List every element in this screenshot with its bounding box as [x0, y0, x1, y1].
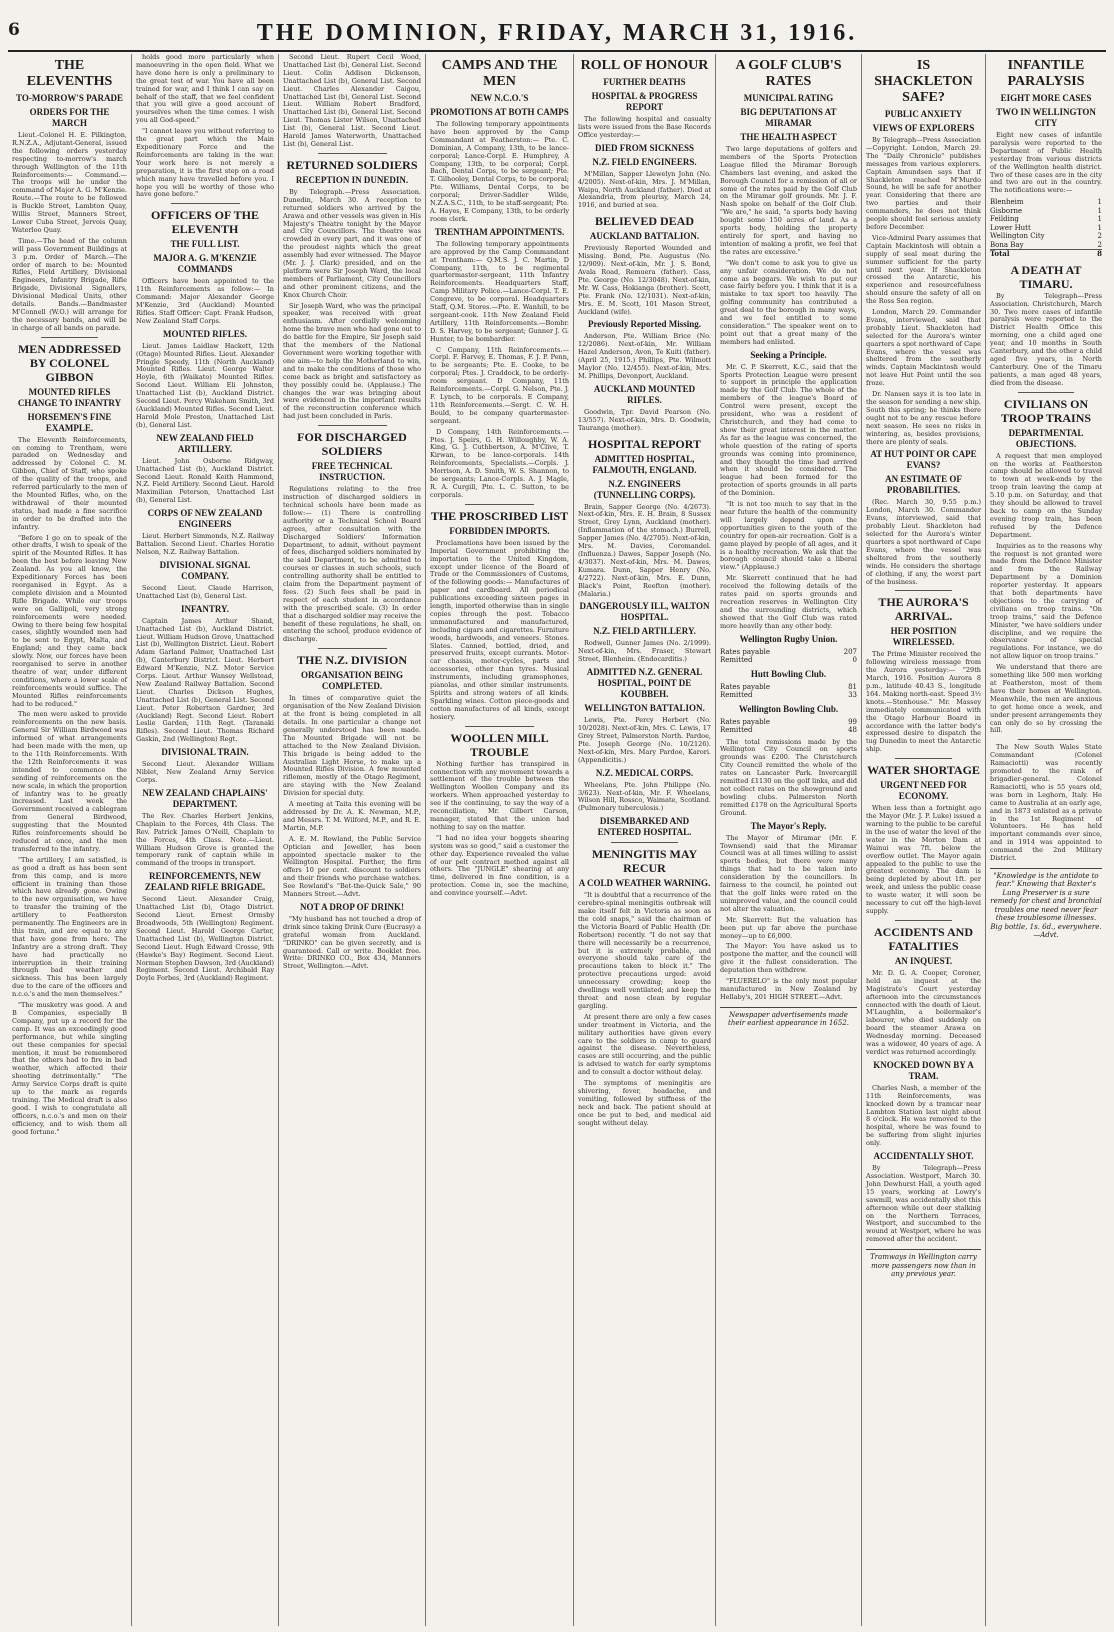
subheading: N.Z. ENGINEERS (TUNNELLING CORPS). [593, 478, 696, 500]
table-row [720, 718, 857, 727]
page-number: 6 [8, 20, 20, 40]
table-row [720, 691, 857, 700]
subheading: FORBIDDEN IMPORTS. [449, 525, 550, 536]
subheading: AT HUT POINT OR CAPE EVANS? [870, 449, 977, 471]
table-cell: 1 [1097, 223, 1102, 232]
newspaper-title: THE DOMINION, FRIDAY, MARCH 31, 1916. [256, 20, 858, 46]
column-1 [8, 54, 132, 1626]
table-cell: 1 [1097, 198, 1102, 207]
subheading: KNOCKED DOWN BY A TRAM. [873, 1059, 974, 1081]
column-7 [862, 54, 986, 1626]
subheading: PROMOTIONS AT BOTH CAMPS [430, 107, 569, 117]
article-paragraph: "FLUERELO" is the only most popular manufactured in New Zealand by Hellaby's, 201 HIGH STREET.—Advt. [720, 977, 857, 1001]
cases-table [990, 198, 1102, 259]
subheading: MOUNTED RIFLES. [162, 328, 247, 339]
subheading: FREE TECHNICAL INSTRUCTION. [311, 461, 393, 483]
article-paragraph: Time.—The head of the column will pass Government Buildings at 3 p.m. Order of March.—The order of march to be: Mounted Rifles, Field Artillery, Divisional Engineers, Infantry Brigade, Rifle Brigade, Divisional Signallers, Divisional Medical Units, other details. Bands.—Bandmaster M'Connell (W.O.) will arrange for the necessary bands, and will be in charge of all bands on parade. [12, 236, 127, 332]
article-paragraph: Inquiries as to the reasons why the request is not granted were made from the Defence Minister and from the Railway Department by a Dominion reporter yesterday. It appears that both departments have objections to the carrying of civilians on troop trains. "On troop trains," said the Defence Minister, "we have soldiers under discipline, and we require the observance of special regulations. For instance, we do not allow liquor on troop trains." [990, 541, 1102, 661]
table-cell: Total [990, 250, 1093, 259]
subheading: FURTHER DEATHS [603, 77, 686, 87]
article-paragraph: Second Lieut. Alexander Craig, Unattached List (b), Otago District. Second Lieut. Ernest Ormsby Broadwoods, 5th (Wellington) Regiment. Second Lieut. Harold George Carter, Unattached List (b), Wellington District. Second Lieut. Hugh Edward Crosse, 9th (Hawke's Bay) Regiment. Second Lieut. Norman Stephen Dawson, 3rd (Auckland) Regiment. Second Lieut. Archibald Ray Doyle Forbes, 3rd (Auckland) Regiment. [136, 895, 274, 983]
article-paragraph: The Prime Minister received the following wireless message from the Aurora yesterday:— "29th March, 1916. Position Aurora 8 p.m., latitude 40.43 S., longitude 164. Making north-east. Speed 3½ knots.—Stenhouse." Mr. Massey immediately communicated with the Otago Harbour Board in accordance with the latter body's expressed desire to dispatch the tug Dunedin to meet the Antarctic ship. [866, 650, 981, 754]
advertisement: "Knowledge is the antidote to fear." Knowing that Baxter's Lung Preserver is a sure remedy for chest and bronchial troubles one need never fear these troublesome illnesses. Big bottle, 1s. 6d., everywhere.—Advt. [990, 868, 1102, 940]
article-paragraph: "The artillery, I am satisfied, is as good a draft as has been sent from this camp, and is more efficient in training than those which have already gone. Owing to the new organisation, we have to transfer the training of the artillery to Featherston permanently. The Engineers are in this train, and are equal to any that have gone from here. The Infantry are a strong draft. They have had practically no interruption in their training through bad weather and sickness. This has been largely due to the care of the officers and n.c.o.'s and the men themselves." [12, 855, 127, 999]
article-paragraph: A request that men employed on the works at Featherston camp should be allowed to travel to town at week-ends by the troop train leaving the camp at 5.10 p.m. on Saturday, and that they should be allowed to travel back to camp on the Sunday evening troop train, has been refused by the Defence Department. [990, 451, 1102, 539]
article-paragraph: Mr. D. G. A. Cooper, Coroner, held an inquest at the Magistrate's Court yesterday afternoon into the circumstances connected with the death of Lieut. M'Laughlin, a boilermaker's labourer, who died suddenly on board the steamer Arawa on Wednesday morning. Deceased was a widower, 40 years of age. A verdict was returned accordingly. [866, 968, 981, 1056]
divider [318, 425, 387, 426]
article-paragraph: Mr. Skerrett continued that he had received the following details of the rates paid on sports grounds and recreation reserves in Wellington City and the surrounding districts, which showed that the Golf Club was rated more heavily than any other body. [720, 574, 857, 630]
subheading: EIGHT MORE CASES [1000, 93, 1092, 103]
subheading: NOT A DROP OF DRINK! [299, 901, 404, 912]
table-cell: 0 [852, 656, 857, 665]
headline: WATER SHORTAGE [867, 763, 980, 778]
article-paragraph: "I cannot leave you without referring to the great part which the Main Expeditionary Force and the Reinforcements are taking in the war. Your work here is not merely a preparation, it is the first step on a road which many have travelled before you. I hope you will be worthy of those who have gone before." [136, 127, 274, 199]
subheading: AN ESTIMATE OF PROBABILITIES. [885, 474, 962, 496]
subheading: URGENT NEED FOR ECONOMY. [880, 780, 967, 802]
article-paragraph: Captain James Arthur Shand, Unattached List (b), Auckland District. Lieut. William Hudson Grove, Unattached List (b), Wellington District. Lieut. Robert Adam Garland Palmer, Unattached List (b), Canterbury District. Lieut. Herbert Edward M'Kenzie, N.Z. Motor Service Corps. Lieut. Arthur Wansey Wellstead, New Zealand Railway Battalion. Second Lieut. Charles Dickson Hughes, Unattached List (b), General List. Second Lieut. Peter Robertson Gardner, 3rd (Auckland) Regt. Second Lieut. Robert Leslie Garden, 11th Regt. (Taranaki Rifles). Second Lieut. Thomas Richard Gaskin, 2nd (Wellington) Regt. [136, 616, 275, 744]
article-paragraph: The Mayor: You have asked us to postpone the matter, and the council will give it the fullest consideration. The deputation then withdrew. [720, 942, 857, 975]
article-paragraph: London, March 29. Commander Evans, interviewed, said that probably Lieut. Shackleton had selected for the Aurora's winter quarters a spot northward of Cape Evans, where the vessel was sheltered from the southerly winds. Captain Mackintosh would not leave Hut Point until the sea froze. [866, 308, 981, 388]
article-paragraph: We understand that there are something like 500 men working at Featherston, most of them have their homes at Wellington. Meanwhile, the men are anxious to get home once a week, and under present arrangements they can only do so by crossing the hill. [990, 663, 1102, 735]
article-paragraph: Mr. Skerrett: But the valuation has been put up far above the purchase money—up to £6,000. [720, 915, 857, 940]
table-cell: 33 [848, 691, 857, 700]
article-paragraph: Brain, Sapper George (No. 4/2673). Next-of-kin, Mrs. E. H. Brain, 8 Sussex Street, Grey Lynn, Auckland (mother). (Inflammation of the stomach.) Burrell, Sapper James (No. 4/2705). Next-of-kin, Mrs. M. Davies, Coromandel. (Influenza.) Dawes, Sapper Joseph (No. 4/3037). Next-of-kin, Mrs. M. Dawes, Kumara. Dunn, Sapper Henry (No. 4/2722). Next-of-kin, Mrs. E. Dunn, Black's Point, Reefton (mother). (Malaria.) [578, 502, 711, 598]
article-paragraph: By Telegraph—Press Association—Copyright. London, March 29. The "Daily Chronicle" publishes messages from various explorers. Captain Amundsen says that if Shackleton reached M'Murdo Sound, he will be safe for another year. Considering that there are two parties and their commanders, he does not think people should feel serious anxiety before December. [866, 136, 981, 231]
table-cell: Rates payable [720, 682, 771, 691]
table-cell: Blenheim [990, 198, 1024, 207]
article-paragraph: "My husband has not touched a drop of drink since taking Drink Cure (Eucrasy) a grateful woman from Auckland. "DRINKO" can be given secretly, and is guaranteed. Call or write. Booklet free. Write: DRINKO CO., Box 434, Manners Street, Wellington.—Advt. [283, 914, 421, 971]
article-paragraph: Sir Joseph Ward, who was the principal speaker, was received with great enthusiasm. After cordially welcoming home the brave men who had gone out to do battle for the Empire, Sir Joseph said that the members of the National Government were working together with one aim—to help the Motherland to win, and to make the conditions of those who come back as bright and satisfactory as they possibly could be. (Applause.) The changes the war was bringing about were evidenced in the important results of the reconstruction conference which had just been concluded in Paris. [283, 301, 421, 421]
article-paragraph: At present there are only a few cases under treatment in Victoria, and the military authorities have given every care to the soldiers in camp to guard against the disease. Nevertheless, cases are still occurring, and the public is advised to watch for early symptoms and to consult a doctor without delay. [578, 1012, 711, 1077]
divider [465, 504, 535, 505]
article-paragraph: Mr. C. P. Skerrett, K.C., said that the Sports Protection League were present to support in principle the application made by the Golf Club. The whole of the members of the league's Board of Control were present, except the president, who was a resident of Christchurch, and they had come to show their great interest in the matter. As far as the league was concerned, the whole question of the rating of sports grounds was coming into prominence, and they thought the time had arrived when it should be considered. The league had been formed for the protection of sports grounds in all parts of the Dominion. [720, 362, 857, 498]
article-paragraph: The Rev. Charles Herbert Jenkins, Chaplain to the Forces, 4th Class. The Rev. Patrick James O'Neill, Chaplain to the Forces, 4th Class. Note.—Lieut. William Hudson Grove is granted the temporary rank of captain while in command of the troops in transport. [136, 811, 274, 868]
table-row [990, 224, 1102, 233]
article-paragraph: Lieut.-Colonel H. E. Pilkington, R.N.Z.A., Adjutant-General, issued the following orders yesterday respecting to-morrow's march through Wellington of the 11th Reinforcements:— Command.—The troops will be under the command of Major A. G. M'Kenzie. Route.—The route to be followed is Buckle Street, Lambton Quay, Willis Street, Manners Street, Lower Cuba Street, Jervois Quay, Waterloo Quay. [12, 131, 127, 234]
subheading: NEW ZEALAND CHAPLAINS' DEPARTMENT. [142, 787, 268, 809]
subheading: MUNICIPAL RATING [743, 93, 834, 103]
subheading: WELLINGTON BATTALION. [584, 703, 705, 714]
headline: THE N.Z. DIVISION [296, 653, 408, 668]
article-paragraph: D Company, 14th Reinforcements.—Ptes. J. Speirs, G. H. Willoughby, W. A. King, G. J. Cuthbertson, A. M'Clive, T. Kirwan, to be lance-corporals. 14th Reinforcements, Specialists.—Corpls. J. Morrison, A. D. Smith, W. S. Shannon, to be sergeants; Lance-Corpls. A. J. Magle, R. A. Curgill, Pte. L. C. Sutton, to be corporals. [430, 427, 569, 499]
table-cell: Remitted [720, 726, 753, 735]
divider [41, 337, 99, 338]
divider [1018, 392, 1074, 393]
subheading: HOSPITAL & PROGRESS REPORT [591, 91, 698, 112]
article-paragraph: Wheelans, Pte. John Philippe (No. 3/623). Next-of-kin, Mr. F. Wheelans, Wilson Hill, Rossco, Waimate, Scotland. (Pulmonary tuberculosis.) [578, 780, 711, 813]
article-paragraph: holds good more particularly when manoeuvring in the open field. What we have done here is only a preliminary to the great test of war. You have all been trained for war, and I think I can say on behalf of the staff, that we feel confident that you will give a good account of yourselves when the time comes. I wish you all God-speed." [136, 54, 274, 125]
table-cell: 99 [848, 717, 857, 726]
subheading: REINFORCEMENTS, NEW ZEALAND RIFLE BRIGADE. [144, 871, 266, 893]
article-paragraph: (Rec. March 30, 9.55 p.m.) London, March 30. Commander Evans, interviewed, said that probably Lieut. Shackleton had selected for the Aurora's winter quarters a spot northward of Cape Evans, where the vessel was sheltered from the southerly winds. He considers the shortage of clothing, if any, the worst part of the business. [866, 498, 981, 586]
table-row [720, 683, 857, 692]
headline: IS SHACKLETON SAFE? [874, 58, 973, 105]
table-row [990, 198, 1102, 207]
divider [895, 590, 953, 591]
article-paragraph: By Telegraph—Press Association. Christchurch, March 30. Two more cases of infantile paralysis were reported to the District Health Office this morning, one a child aged one year, and 10 months in South Canterbury, and the other a child aged five years, in North Canterbury. One of the Timaru patients, a man aged 48 years, died from the disease. [990, 291, 1102, 387]
article-paragraph: The following temporary appointments are approved by the Camp Commandant at Trentham:— Q.M.S. J. C. Martin, D Company, 11th, to be regimental quartermaster-sergeant, 11th Infantry Reinforcements. Headquarters Staff, Camp Military Police.—Lance-Corpl. T. E. Congreve, to be corporal. Headquarters Staff, Q.M. Stores.—Pte. E. Wanhill, to be sergeant-cook. 11th New Zealand Field Artillery, 11th Reinforcements.—Bombr. D. S. Harvey, to be sergeant; Gunner J. G. Hunter, to be bombardier. [430, 239, 569, 343]
table-cell: 2 [1097, 232, 1102, 241]
subheading: Hutt Bowling Club. [750, 668, 827, 679]
article-paragraph: A. E. M. Rowland, the Public Service Optician and Jeweller, has been appointed spectacle maker to the Wellington Hospital. Further, the firm offers 10 per cent. discount to soldiers and their friends who purchase watches. See Rowland's "Bet-the-Quick Sale," 90 Manners Street.—Advt. [283, 834, 421, 899]
subheading: ORDERS FOR THE MARCH [29, 107, 110, 128]
article-paragraph: "It is not too much to say that in the near future the health of the community will largely depend upon the opportunities given to the youth of the country for open-air recreation. Golf is a game played by people of all ages, and it is a healthy recreation. We ask that the borough council should take a liberal view." (Applause.) [720, 500, 857, 572]
article-paragraph: Eight new cases of infantile paralysis were reported to the Department of Public Health yesterday from various districts of the Wellington health district. Two of these cases are in the city and two are out in the country. The notifications were:— [990, 131, 1102, 195]
headline: ACCIDENTS AND FATALITIES [873, 924, 974, 953]
subheading: DISEMBARKED AND ENTERED HOSPITAL. [597, 816, 692, 838]
table-cell: 207 [843, 647, 857, 656]
article-paragraph: Anderson, Pte. William Brice (No. 12/2086). Next-of-kin, Mr. William Hazel Anderson, Avon, Te Kuiti (father). (April 25, 1915.) Phillips, Pte. Wilmott Maylor (No. 12/455). Next-of-kin, Mrs. M. Phillips, Devonport, Auckland. [578, 332, 711, 380]
article-paragraph: Second Lieut. Alexander William Niblet, New Zealand Army Service Corps. [136, 760, 274, 784]
table-cell: 2 [1097, 240, 1102, 249]
subheading: NEW ZEALAND FIELD ARTILLERY. [156, 432, 254, 454]
filler-note: Tramways in Wellington carry more passengers now than in any previous year. [866, 1249, 981, 1279]
subheading: AN INQUEST. [894, 955, 953, 966]
subheading: Wellington Rugby Union. [739, 633, 838, 644]
column-4 [426, 54, 574, 1626]
column-3 [279, 54, 426, 1626]
article-paragraph: Second Lieut. Claude Harrison, Unattached List (b), General List. [136, 583, 274, 600]
article-paragraph: The total remissions made by the Wellington City Council on sports grounds was £200. The Christchurch City Council remitted the whole of the rates on Lancaster Park. Invercargill remitted £1130 on the golf links, and did not collect rates on the showground and bowling clubs. Palmerston North remitted £178 on the Agricultural Sports Ground. [720, 737, 857, 817]
article-paragraph: The Mayor of Miramar (Mr. F. Townsend) said that the Miramar Council was at all times willing to assist sports bodies, but there were many things that had to be taken into consideration by the councillors. In fairness to the council, he pointed out that the golf links were rated on the unimproved value, and the council could not alter the valuation. [720, 833, 857, 913]
table-cell: 1 [1097, 215, 1102, 224]
table-cell: 8 [1093, 250, 1102, 259]
article-paragraph: Charles Nash, a member of the 11th Reinforcements, was knocked down by a tramcar near Lambton Station last night about 8 o'clock. He was removed to the hospital, where he was found to be suffering from slight injuries only. [866, 1083, 981, 1148]
article-paragraph: Goodwin, Tpr. David Pearson (No. 13/557). Next-of-kin, Mrs. D. Goodwin, Tauranga (mother). [578, 407, 711, 432]
subheading: DIED FROM SICKNESS [594, 142, 695, 153]
article-paragraph: Lewis, Pte. Percy Herbert (No. 10/2028). Next-of-kin, Mrs. C. Lewis, 17 Grey Street, Palmerston North. Pardoe, Pte. Joseph George (No. 10/2126). Next-of-kin, Mrs. Mary Pardoe, Karori. (Appendicitis.) [578, 716, 711, 764]
subheading: CORPS OF NEW ZEALAND ENGINEERS [147, 508, 263, 530]
article-paragraph: "It is doubtful that a recurrence of the cerebro-spinal meningitis outbreak will make itself felt in Victoria as soon as the cold snaps," said the chairman of the Victoria Board of Public Health (Dr. Robertson) recently. "I do not say that there will necessarily be a recurrence, but it is extremely probable, and everyone should take care of the precautions taken to block it." The protective precautions urged: avoid unnecessary crowding; keep the dwellings well ventilated; and keep the throat and nose clean by regular gargling. [578, 891, 711, 1010]
table-row [720, 726, 857, 735]
article-paragraph: "Before I go on to speak of the other drafts, I wish to speak of the spirit of the Mounted Rifles. It has been the best before leaving New Zealand. As you all know, the Expeditionary Forces has been reorganised in Egypt. As a complete division and a Mounted Rifle Brigade. While our troops were on Gallipoli, very strong reinforcements were needed. Owing to there being few hospital cases, slightly wounded men had to be sent to Egypt, Malta, and England; and they came back slowly. Now, our forces have been reorganised to serve in another theatre of war, under different conditions, where a lower scale of reinforcements would suffice. The Mounted Rifles reinforcements had to be reduced." [12, 533, 127, 708]
table-row [990, 207, 1102, 216]
subheading: The Mayor's Reply. [750, 820, 827, 831]
article-paragraph: Dr. Nansen says it is too late in the season for sending a new ship. South this spring; he thinks there ought not to be any rescue before next season. He sees no risks in wintering, as, besides provisions, there are plenty of seals. [866, 390, 981, 446]
headline: MENINGITIS MAY RECUR [591, 847, 698, 876]
divider [895, 758, 953, 759]
table-cell: Rates payable [720, 647, 771, 656]
divider [1018, 739, 1074, 740]
headline: CIVILIANS ON TROOP TRAINS [1000, 396, 1092, 425]
divider [318, 648, 387, 649]
rates-table [720, 718, 857, 735]
article-paragraph: M'Millan, Sapper Llewelyn John (No. 4/2005). Next-of-kin, Mrs. J. M'Millan, Waipu, North Auckland (father). Died at Alexandria, from pleurisy, March 24, 1916, and buried at sea. [578, 169, 711, 210]
article-paragraph: Lieut. James Laidlaw Hackett, 12th (Otago) Mounted Rifles. Lieut. Alexander Pringle Speedy, 11th (North Auckland) Mounted Rifles. Lieut. George Walter Hoyle, 6th (Waikato) Mounted Rifles. Second Lieut. William Eli Johnston, Unattached List (b), Auckland District. Second Lieut. Percy Wakeham Smith, 3rd (Auckland) Mounted Rifles. Second Lieut. Harold Mole Preston, Unattached List (b), General List. [136, 341, 274, 429]
table-cell: Wellington City [990, 232, 1045, 241]
article-paragraph: "We don't come to ask you to give us any unfair consideration. We do not come as beggars. We wish to put our case fairly before you. I think that it is a mistake to tax sport too heavily. The golfing community has contributed a great deal to the borough in many ways, and we feel entitled to some consideration." The speaker went on to point out that a great many of the members had enlisted. [720, 258, 857, 346]
article-paragraph: Previously Reported Wounded and Missing. Bond, Pte. Augustus (No. 12/909). Next-of-kin, Mr. J. S. Bond, Avala Road, Remuera (father). Cass, Pte. George (No. 12/3048). Next-of-kin, Mr. W. Cass, Hokianga (brother). Scott, Pte. Frank (No. 12/1031). Next-of-kin, Mrs. E. M. Scott, 101 Mason Street, Auckland (wife). [578, 244, 711, 316]
subheading: N.Z. FIELD ENGINEERS. [592, 156, 697, 167]
article-paragraph: Lieut. John Osborne Ridgway, Unattached List (b), Auckland District. Second Lieut. Ronald Keith Hammond, N.Z. Field Artillery. Second Lieut. Harold Maximilian Peterson, Unattached List (b), General List. [136, 456, 274, 505]
headline: FOR DISCHARGED SOLDIERS [297, 430, 407, 459]
subheading: AUCKLAND BATTALION. [589, 231, 700, 242]
table-cell: 48 [848, 726, 857, 735]
headline: A GOLF CLUB'S RATES [735, 58, 842, 89]
article-paragraph: "The musketry was good. A and B Companies, especially B Company, put up a record for the camp. It was an exceedingly good performance, but while singling out these companies for special mention, it must be remembered that the others had to fire in bad weather, which affected their shooting detrimentally." "The Army Service Corps draft is quite up to the mark as regards training. The Medical draft is also good. I wish to congratulate all officers, n.c.o.'s and men on their efficiency, and to wish them all good fortune." [12, 1001, 127, 1136]
rates-table [720, 648, 857, 665]
article-paragraph: By Telegraph.—Press Association. Dunedin, March 30. A reception to returned soldiers who arrived by the Arawa and other vessels was given in His Majesty's Theatre tonight by the Mayor and City Councillors. The theatre was crowded in every part, and it was one of the proudest nights which the great assembly had ever witnessed. The Mayor (Mr. J. J. Clark) presided, and on the platform were Sir Joseph Ward, the local members of Parliament, City Councillors and other prominent citizens, and the Knox Church Choir. [283, 187, 421, 299]
article-paragraph: The men were asked to provide reinforcements on the new basis. General Sir William Birdwood was informed of what arrangements had been made with the men, up to the 11th Reinforcements. With the 12th Reinforcements it was intended to commence the sending of reinforcements on the new scale, in which the proportion of infantry was to be greatly increased. Last week the Government received a cablegram from General Birdwood, suggesting that the Mounted Rifles reinforcements should be reduced at once, and the men transferred to the infantry. [12, 710, 127, 853]
article-paragraph: Second Lieut. Rupert Cecil Wood, Unattached List (b), General List. Second Lieut. Colin Addison Dickenson, Unattached List (b), General List. Second Lieut. Charles Alexander Caigou, Unattached List (b), General List. Second Lieut. William Robert Bradford, Unattached List (b), General List. Second Lieut. Thomas Lister Wilson, Unattached List (b), General List. Second Lieut. Harold James Waterworth, Unattached List (b), General List. [283, 54, 421, 148]
subheading: NEW N.C.O.'S [470, 93, 529, 103]
headline: CAMPS AND THE MEN [441, 58, 558, 89]
headline: INFANTILE PARALYSIS [1007, 58, 1085, 89]
subheading: VIEWS OF EXPLORERS [872, 123, 975, 133]
article-paragraph: Officers have been appointed to the 11th Reinforcements as follow:— In Command: Major Alexander George M'Kenzie, 3rd (Auckland) Mounted Rifles. Staff Officer: Capt. Frank Hudson, New Zealand Staff Corps. [136, 277, 274, 325]
subheading: RECEPTION IN DUNEDIN. [295, 174, 409, 185]
headline: THE PROSCRIBED LIST [430, 508, 569, 523]
subheading: ORGANISATION BEING COMPLETED. [300, 670, 404, 692]
divider [611, 842, 678, 843]
rates-table [720, 683, 857, 700]
subheading: INFANTRY. [181, 603, 229, 614]
article-paragraph: C Company, 11th Reinforcements.—Corpl. F. Harvey, E. Thomas, F. J. P. Penn, to be sergeants; Pte. E. Cooke, to be corporal; Ptes. J. Craddock, to be orderly-room sergeant. D Company, 11th Reinforcements.—Corpl. G. Nelson, Pte. J. F. Lynch, to be corporals. E Company, 11th Reinforcements.—Sergt. C. W. H. Bould, to be company quartermaster-sergeant. [430, 345, 569, 425]
column-5 [574, 54, 716, 1626]
divider [171, 203, 240, 204]
subheading: ACCIDENTALLY SHOT. [873, 1151, 974, 1162]
article-paragraph: "I had no idea your hoggets shearing system was so good," said a customer the other day. Experience revealed the value of our pelt contract method against all others. The "JUNGLE" shearing at any time, delivered in fine condition, is a protection. Come in, see the machine, and convince yourself.—Advt. [430, 833, 569, 898]
table-cell: 1 [1097, 206, 1102, 215]
subheading: HORSEMEN'S FINE EXAMPLE. [27, 411, 112, 433]
subheading: DIVISIONAL SIGNAL COMPANY. [159, 559, 251, 581]
table-cell: Remitted [720, 691, 753, 700]
subheading: TRENTHAM APPOINTMENTS. [434, 226, 565, 237]
article-paragraph: In times of comparative quiet the organisation of the New Zealand Division at the front is being completed in all details. In one particular a change not generally understood has been made. The Mounted Brigade will not be attached to the New Zealand Division. This brigade is being added to the Australian Light Horse, to make up a Mounted Rifles Division. A few mounted riflemen, mostly of the Otago Regiment, are staying with the New Zealand Division for special duty. [283, 694, 421, 798]
subheading: ADMITTED HOSPITAL, FALMOUTH, ENGLAND. [592, 453, 697, 475]
table-total-row [990, 250, 1102, 259]
headline: HOSPITAL REPORT [587, 436, 702, 451]
subheading: Wellington Bowling Club. [738, 703, 839, 714]
subheading: TO-MORROW'S PARADE [16, 93, 123, 103]
column-6 [716, 54, 862, 1626]
table-cell: Feilding [990, 215, 1019, 224]
subheading: MAJOR A. G. M'KENZIE COMMANDS [153, 253, 257, 275]
table-cell: Bona Bay [990, 240, 1024, 249]
subheading: Seeking a Principle. [750, 349, 827, 360]
columns [8, 54, 1106, 1626]
table-cell: Rates payable [720, 717, 771, 726]
headline: A DEATH AT TIMARU. [1010, 262, 1082, 291]
article-paragraph: Two large deputations of golfers and members of the Sports Protection League filled the Miramar Borough Chambers last evening, and asked the Borough Council for a remission of all or some of the rates paid by the Golf Club on the Miramar golf grounds. Mr. J. F. Nash spoke on behalf of the Golf Club. "We are," he said, "a sports body having bought some 150 acres of land. As a sports body, holding the property entirely for sport, and having no intention of making a profit, we feel that the rates are excessive." [720, 145, 857, 256]
subheading: THE FULL LIST. [170, 239, 240, 250]
subheading: MOUNTED RIFLES CHANGE TO INFANTRY [17, 386, 122, 408]
table-row [720, 656, 857, 665]
article-paragraph: When less than a fortnight ago the Mayor (Mr. J. P. Luke) issued a warning to the public to be careful in the use of water the level of the water in the Morton Dam at Wainui was 7ft. below the overflow outlet. The Mayor again appealed to the public to use the greatest economy. The dam is being depleted by about 1ft. per week, and unless the public cease to waste water, it will soon be necessary to cut off the high-level supply. [866, 804, 981, 915]
article-paragraph: Regulations relating to the free instruction of discharged soldiers in technical schools have been made as follow:— (1) There is controlling authority or a Technical School Board agrees, after consultation with the Discharged Soldiers' Information Department, to admit, without payment of fees, discharged soldiers nominated by the said Department, to be admitted to courses or classes in such schools, such controlling authority shall be entitled to claim from the Department payment of fees. (2) Such fees shall be paid in respect of each student in accordance with the prescribed scale. (3) In order that a discharged soldier may receive the benefit of these regulations, he shall, on entering the school, produce evidence of discharge. [283, 485, 421, 644]
subheading: N.Z. MEDICAL CORPS. [595, 767, 694, 778]
subheading: A COLD WEATHER WARNING. [578, 878, 711, 889]
subheading: TWO IN WELLINGTON CITY [996, 107, 1096, 128]
article-paragraph: Rodwell, Gunner James (No. 2/1999). Next-of-kin, Mrs. Fraser, Stewart Street, Blenheim. (Endocarditis.) [578, 639, 711, 664]
headline: WOOLLEN MILL TROUBLE [450, 730, 549, 759]
subheading: DANGEROUSLY ILL, WALTON HOSPITAL. [579, 601, 710, 623]
article-paragraph: The following hospital and casualty lists were issued from the Base Records Office yesterday:— [578, 115, 711, 139]
table-row [720, 648, 857, 657]
article-paragraph: By Telegraph—Press Association. Westport, March 30. John Dewhurst Hall, a youth aged 15 years, working at Lowry's sawmill, was accidentally shot this afternoon while out deer stalking on the Northern Terraces, Westport, and succumbed to the wound at Westport, where he was removed after the accident. [866, 1164, 981, 1244]
article-paragraph: Lieut. Herbert Simmonds, N.Z. Railway Battalion. Second Lieut. Charles Horatio Nelson, N.Z. Railway Battalion. [136, 532, 274, 556]
subheading: BIG DEPUTATIONS AT MIRAMAR [740, 107, 837, 128]
article-paragraph: A meeting at Taita this evening will be addressed by Dr. A. K. Newman, M.P., and Messrs. T. M. Wilford, M.P., and R. E. Martin, M.P. [283, 800, 421, 832]
table-cell: Gisborne [990, 206, 1023, 215]
headline: ROLL OF HONOUR [580, 58, 709, 73]
subheading: ADMITTED N.Z. GENERAL HOSPITAL, POINT DE KOUBBEH. [586, 667, 703, 700]
table-cell: Remitted [720, 656, 753, 665]
column-2 [132, 54, 279, 1626]
headline: MEN ADDRESSED BY COLONEL GIBBON [17, 341, 122, 384]
table-row [990, 232, 1102, 241]
table-cell: Lower Hutt [990, 223, 1031, 232]
column-8 [986, 54, 1106, 1626]
article-paragraph: The symptoms of meningitis are shivering, fever, headache, and vomiting, followed by stiffness of the neck and back. The patient should at once be put to bed, and medical aid sought without delay. [578, 1079, 711, 1127]
divider [895, 920, 953, 921]
article-paragraph: The following temporary appointments have been approved by the Camp Commandant at Featherston:— Pte. C. Dominian, A Company, 13th, to be lance-corporal; Lance-Corpl. E. Humphrey, A Company, 13th, to be corporal; Corpl. Bach, Dental Corps, to be sergeant; Pte. T. Gilhooley, Dental Corps, to be corporal; Pte. Williams, Dental Corps, to be corporal; Driver-Saddler Wilde, N.Z.A.S.C., 11th, to be staff-sergeant; Pte. A. Hayes, E Company, 13th, to be orderly room clerk. [430, 120, 569, 223]
subheading: Previously Reported Missing. [587, 319, 702, 330]
subheading: DEPARTMENTAL OBJECTIONS. [1008, 427, 1084, 449]
subheading: HER POSITION WIRELESSED. [890, 626, 957, 648]
article-paragraph: The New South Wales State Commandant (Colonel Ramaciotti) was recently promoted to the rank of brigadier-general. Colonel Ramaciotti, who is 55 years old, was born in Leghorn, Italy. He came to Australia at an early age, and in 1873 enlisted as a private in the 1st Regiment of Volunteers. He has held important commands ever since, and in 1914 was appointed to command the 2nd Military District. [990, 743, 1102, 863]
headline: BELIEVED DEAD [594, 214, 695, 229]
subheading: N.Z. FIELD ARTILLERY. [593, 626, 696, 637]
article-paragraph: Proclamations have been issued by the Imperial Government prohibiting the importation to the United Kingdom, except under licence of the Board of Trade or the Commissioners of Customs, of the following goods:— Manufactures of paper and cardboard. All periodical publications exceeding sixteen pages in length, imported otherwise than in single copies through the post. Tobacco unmanufactured and manufactured, including cigars and cigarettes. Furniture woods, hardwoods, and veneers. Stones. Slates. Canned, bottled, dried, and preserved fruits, except currants. Motor-car chassis, motor-cycles, parts and accessories, other than tyres. Musical instruments, including gramophones, pianolas, and other similar instruments. Spirits and strong waters of all kinds. Sparkling wines. Cotton piece-goods and cotton manufactures of all kinds, except hosiery. [430, 538, 569, 721]
headline: THE AURORA'S ARRIVAL. [878, 595, 969, 624]
subheading: THE HEALTH ASPECT [740, 132, 837, 142]
table-row [990, 215, 1102, 224]
article-paragraph: Vice-Admiral Peary assumes that Captain Mackintosh will obtain a supply of seal meat during the summer sufficient for the party until next year. If Shackleton crossed the Antarctic, his experience and resourcefulness should ensure the safety of all on the Ross Sea region. [866, 233, 981, 306]
headline: RETURNED SOLDIERS [286, 157, 418, 172]
divider [465, 726, 535, 727]
divider [318, 153, 387, 154]
filler-note: Newspaper advertisements made their earliest appearance in 1652. [720, 1007, 857, 1028]
subheading: DIVISIONAL TRAIN. [161, 747, 249, 758]
headline: OFFICERS OF THE ELEVENTH [150, 208, 260, 237]
headline: THE ELEVENTHS [26, 58, 113, 89]
article-paragraph: Nothing further has transpired in connection with any movement towards a settlement of the trouble between the Wellington Woollen Company and its workers. When approached yesterday to see if the continuing, to say the way of a reconciliation, Mr. Gilbert Carson, manager, stated that the union had nothing to say on the matter. [430, 759, 569, 831]
masthead [8, 18, 1106, 52]
table-cell: 81 [848, 682, 857, 691]
article-paragraph: The Eleventh Reinforcements, on coming to Trentham, were paraded on Wednesday and addressed by Colonel C. M. Gibbon, Chief of Staff, who spoke of the quality of the troops, and referred particularly to the men of the Mounted Rifles, who, on the withdrawal of their mounted status, had made a fine sacrifice in order to be drafted into the infantry. [12, 435, 127, 531]
subheading: AUCKLAND MOUNTED RIFLES. [593, 383, 696, 405]
subheading: PUBLIC ANXIETY [884, 109, 963, 119]
